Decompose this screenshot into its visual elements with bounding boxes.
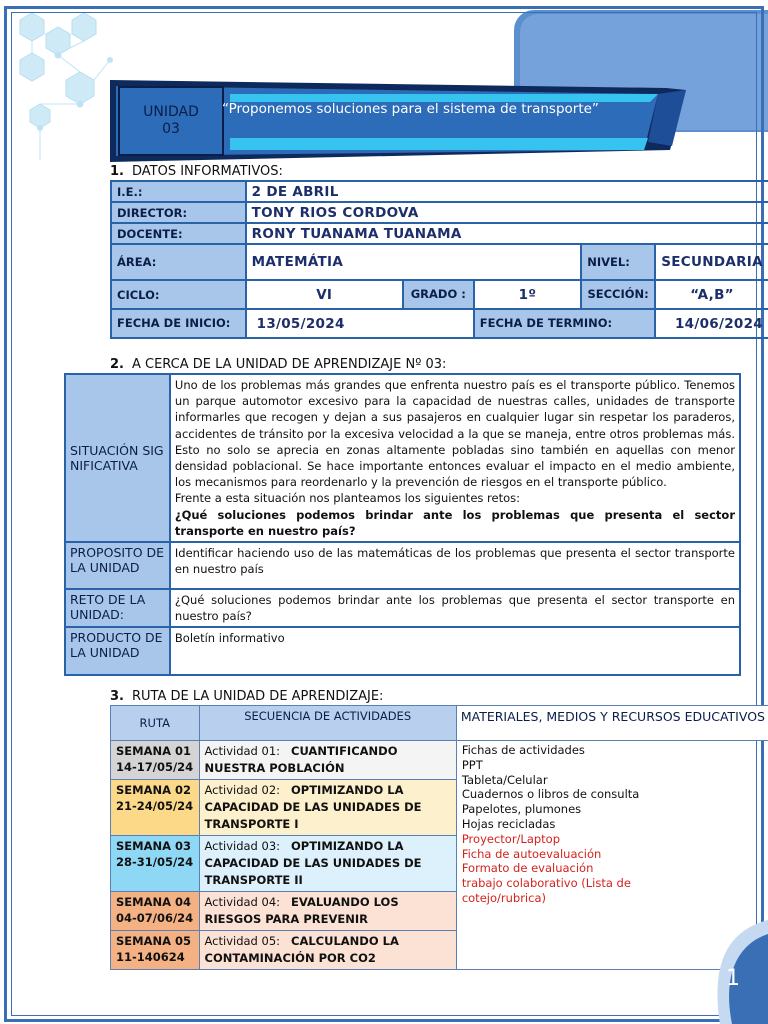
retos-intro: Frente a esta situación nos planteamos los siguientes retos: bbox=[174, 491, 520, 506]
material-item: PPT bbox=[461, 757, 483, 772]
material-item-highlight: Ficha de autoevaluación bbox=[461, 846, 602, 861]
fecha-inicio-value: 13/05/2024 bbox=[246, 309, 474, 338]
ruta-header: RUTA bbox=[111, 706, 200, 741]
activity-cell bbox=[199, 780, 456, 836]
proposito-label: PROPOSITO DE LA UNIDAD bbox=[65, 542, 170, 589]
week-cell bbox=[111, 892, 200, 931]
grado-label: GRADO : bbox=[403, 280, 474, 309]
unit-number: 03 bbox=[162, 121, 180, 137]
materiales-header: MATERIALES, MEDIOS Y RECURSOS EDUCATIVOS bbox=[456, 706, 768, 741]
activity-number: Actividad 04: bbox=[204, 895, 281, 909]
situacion-paragraph: Uno de los problemas más grandes que enfrenta nuestro país es el transporte público. Tenemos un parque automotor excesivo para la capacidad de nuestras calles, unidades de transporte informarles que recogen y dejan a sus pasajeros en cualquier lugar sin respetar los paraderos, accidentes de tránsito por la excesiva velocidad a la que se maneja, entre otros problemas más. Esto no solo se aprecia en zonas altamente pobladas sino también en aquellas con menor densidad poblacional. Se hace importante entonces evaluar el impacto en el medio ambiente, los mecanismos para reordenarlo y la prevención de riesgos en el transporte público. bbox=[174, 378, 735, 490]
week-label: SEMANA 05 bbox=[116, 934, 192, 948]
reto-label: RETO DE LA UNIDAD: bbox=[65, 589, 170, 627]
material-item-highlight: Formato de evaluación bbox=[461, 861, 594, 876]
ie-label: I.E.: bbox=[111, 181, 246, 202]
material-item: Fichas de actividades bbox=[461, 743, 585, 757]
section-1-heading bbox=[110, 164, 283, 179]
aprendizaje-table bbox=[64, 373, 741, 676]
fecha-termino-label: FECHA DE TERMINO: bbox=[474, 309, 655, 338]
activity-name: OPTIMIZANDO LA CAPACIDAD DE LAS UNIDADES DE TRANSPORTE II bbox=[204, 839, 422, 887]
situacion-label: SITUACIÓN SIGNIFICATIVA bbox=[65, 374, 170, 542]
week-cell bbox=[111, 836, 200, 892]
docente-value: RONY TUANAMA TUANAMA bbox=[246, 223, 768, 244]
section-2-heading bbox=[110, 357, 446, 372]
unit-title: “Proponemos soluciones para el sistema de transporte” bbox=[222, 101, 599, 117]
week-cell bbox=[111, 741, 200, 780]
activity-cell bbox=[199, 931, 456, 970]
section-2-title: A CERCA DE LA UNIDAD DE APRENDIZAJE Nº 03: bbox=[131, 357, 447, 372]
section-2-number: 2. bbox=[110, 357, 124, 372]
section-1-title: DATOS INFORMATIVOS: bbox=[131, 164, 283, 179]
ruta-table bbox=[110, 705, 768, 970]
material-item-highlight: Proyector/Laptop bbox=[461, 831, 561, 846]
material-item: Papelotes, plumones bbox=[461, 802, 582, 817]
unit-number-box bbox=[118, 86, 224, 156]
section-3-title: RUTA DE LA UNIDAD DE APRENDIZAJE: bbox=[131, 689, 384, 704]
material-item: Tableta/Celular bbox=[461, 772, 548, 787]
week-label: SEMANA 04 bbox=[116, 895, 192, 909]
area-value: MATEMÁTIA bbox=[246, 244, 582, 280]
material-item: Hojas recicladas bbox=[461, 816, 556, 831]
activity-number: Actividad 03: bbox=[204, 839, 281, 853]
director-label: DIRECTOR: bbox=[111, 202, 246, 223]
unit-label: UNIDAD bbox=[143, 104, 199, 120]
fecha-inicio-label: FECHA DE INICIO: bbox=[111, 309, 246, 338]
datos-informativos-table bbox=[110, 180, 768, 339]
ciclo-label: CICLO: bbox=[111, 280, 246, 309]
reto-question: ¿Qué soluciones podemos brindar ante los problemas que presenta el sector transporte en nuestro país? bbox=[174, 507, 735, 538]
secuencia-header: SECUENCIA DE ACTIVIDADES bbox=[199, 706, 456, 741]
week-label: SEMANA 02 bbox=[116, 783, 192, 797]
material-item-highlight: trabajo colaborativo (Lista de bbox=[461, 876, 631, 891]
fecha-termino-value: 14/06/2024 bbox=[655, 309, 768, 338]
producto-label: PRODUCTO DE LA UNIDAD bbox=[65, 627, 170, 675]
page-number: 1 bbox=[726, 966, 740, 991]
activity-cell bbox=[199, 836, 456, 892]
activity-name: OPTIMIZANDO LA CAPACIDAD DE LAS UNIDADES DE TRANSPORTE I bbox=[204, 783, 422, 831]
grado-value: 1º bbox=[474, 280, 581, 309]
week-cell bbox=[111, 931, 200, 970]
seccion-label: SECCIÓN: bbox=[581, 280, 655, 309]
section-3-heading bbox=[110, 689, 383, 704]
situacion-text bbox=[170, 374, 740, 542]
section-3-number: 3. bbox=[110, 689, 124, 704]
activity-name: CALCULANDO LA CONTAMINACIÓN POR CO2 bbox=[204, 934, 399, 965]
week-dates: 14-17/05/24 bbox=[116, 760, 194, 774]
activity-cell bbox=[199, 892, 456, 931]
seccion-value: “A,B” bbox=[655, 280, 768, 309]
nivel-value: SECUNDARIA bbox=[655, 244, 768, 280]
week-dates: 11-140624 bbox=[116, 950, 185, 964]
docente-label: DOCENTE: bbox=[111, 223, 246, 244]
producto-text: Boletín informativo bbox=[170, 627, 740, 675]
area-label: ÁREA: bbox=[111, 244, 246, 280]
director-value: TONY RIOS CORDOVA bbox=[246, 202, 768, 223]
activity-name: EVALUANDO LOS RIESGOS PARA PREVENIR bbox=[204, 895, 399, 926]
material-item-highlight: cotejo/rubrica) bbox=[461, 890, 546, 905]
activity-number: Actividad 02: bbox=[204, 783, 281, 797]
week-dates: 21-24/05/24 bbox=[116, 799, 194, 813]
ruta-row bbox=[111, 741, 768, 780]
material-item: Cuadernos o libros de consulta bbox=[461, 787, 640, 802]
week-dates: 04-07/06/24 bbox=[116, 911, 194, 925]
ie-value: 2 DE ABRIL bbox=[246, 181, 768, 202]
section-1-number: 1. bbox=[110, 164, 124, 179]
week-label: SEMANA 03 bbox=[116, 839, 192, 853]
week-dates: 28-31/05/24 bbox=[116, 855, 194, 869]
activity-name: CUANTIFICANDO NUESTRA POBLACIÓN bbox=[204, 744, 398, 775]
activity-number: Actividad 01: bbox=[204, 744, 281, 758]
proposito-text: Identificar haciendo uso de las matemáticas de los problemas que presenta el sector transporte en nuestro país bbox=[170, 542, 740, 589]
reto-text: ¿Qué soluciones podemos brindar ante los problemas que presenta el sector transporte en nuestro país? bbox=[170, 589, 740, 627]
activity-cell bbox=[199, 741, 456, 780]
activity-number: Actividad 05: bbox=[204, 934, 281, 948]
nivel-label: NIVEL: bbox=[581, 244, 655, 280]
week-cell bbox=[111, 780, 200, 836]
week-label: SEMANA 01 bbox=[116, 744, 192, 758]
ciclo-value: VI bbox=[246, 280, 403, 309]
